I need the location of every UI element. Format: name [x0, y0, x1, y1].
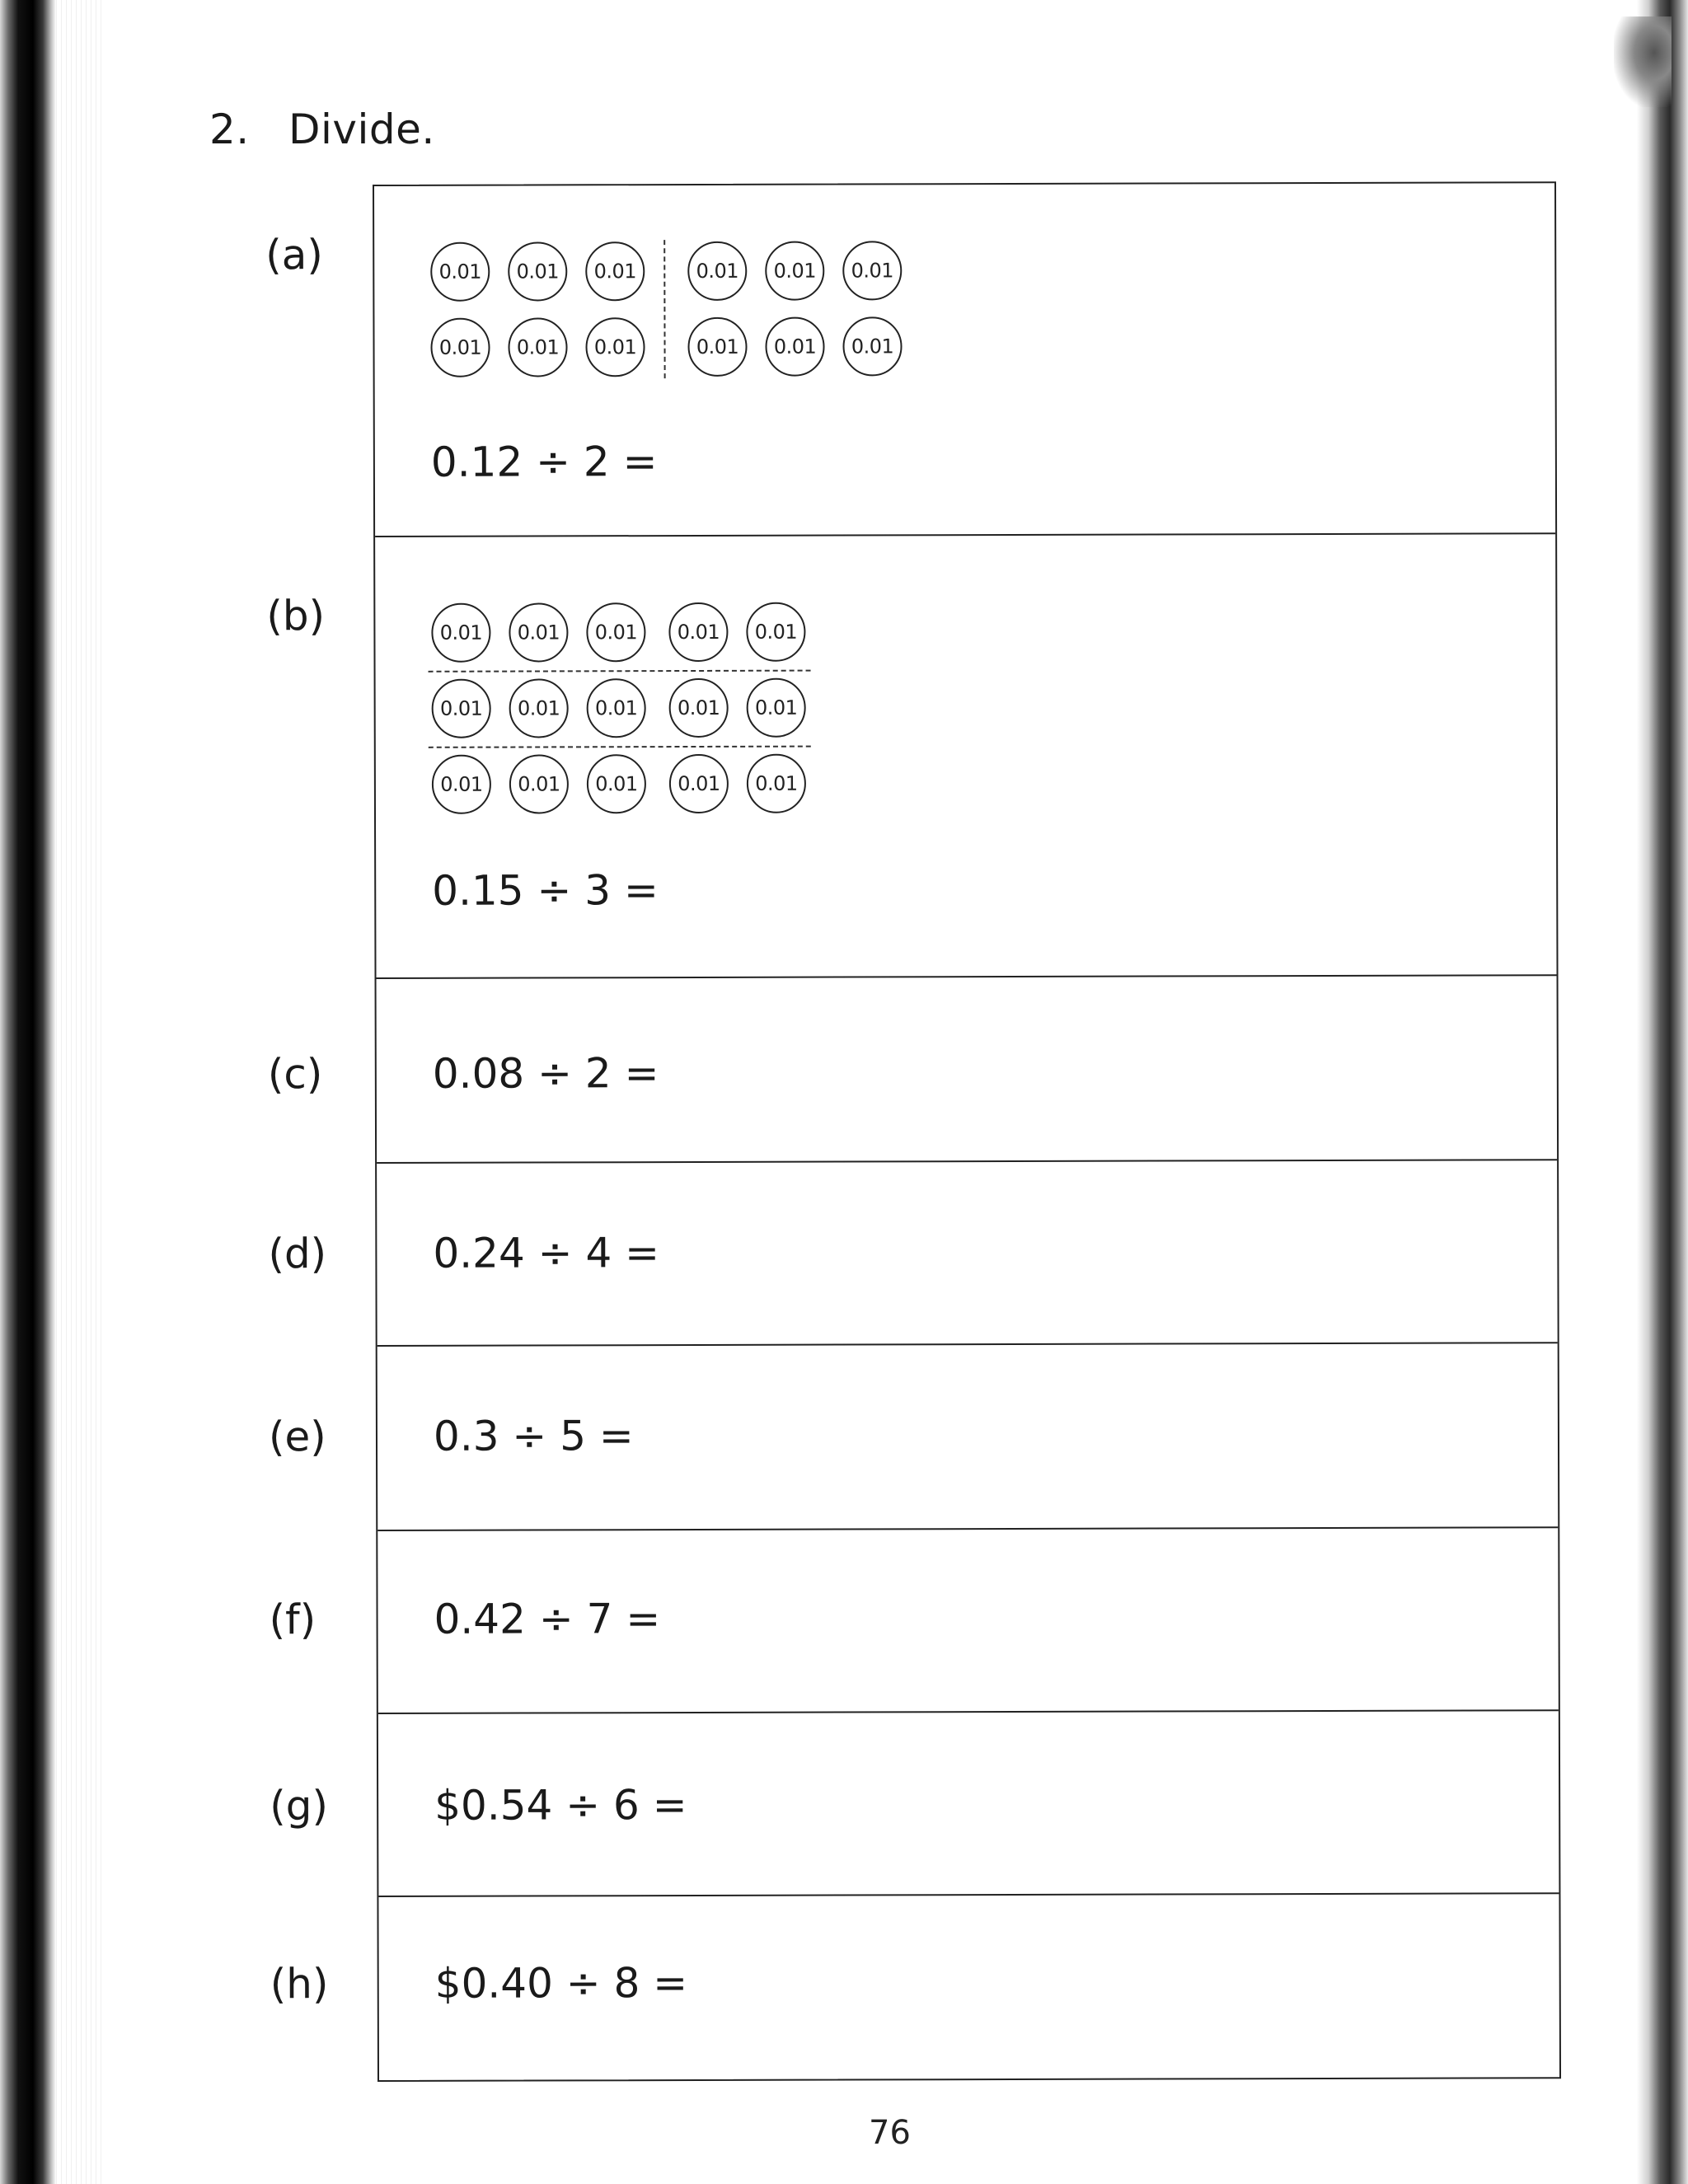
- coin-icon: 0.01: [430, 242, 490, 302]
- coin-icon: 0.01: [508, 317, 567, 377]
- coin-icon: 0.01: [587, 754, 646, 813]
- problem-label-d: (d): [268, 1230, 327, 1278]
- question-instruction: Divide.: [288, 105, 435, 153]
- scan-left-edge: [0, 0, 56, 2184]
- coin-icon: 0.01: [765, 317, 824, 377]
- coin-icon: 0.01: [586, 602, 645, 662]
- problem-expression-c: 0.08 ÷ 2 =: [432, 1049, 659, 1098]
- problem-label-g: (g): [270, 1782, 328, 1830]
- problem-expression-a: 0.12 ÷ 2 =: [430, 438, 658, 486]
- coin-icon: 0.01: [432, 755, 491, 814]
- problem-row-d: [268, 1160, 1558, 1347]
- problem-expression-f: 0.42 ÷ 7 =: [434, 1595, 661, 1643]
- problem-expression-b: 0.15 ÷ 3 =: [432, 866, 659, 915]
- problem-expression-h: $0.40 ÷ 8 =: [434, 1959, 688, 2008]
- coin-icon: 0.01: [509, 754, 569, 813]
- coin-icon: 0.01: [508, 241, 567, 301]
- problem-label-c: (c): [267, 1050, 323, 1099]
- problem-row-b: [266, 534, 1556, 979]
- problem-row-g: [270, 1711, 1559, 1897]
- group-divider-horizontal: [429, 670, 811, 673]
- coin-icon: 0.01: [587, 678, 646, 738]
- problem-row-c: [267, 976, 1558, 1164]
- problem-row-f: [269, 1528, 1559, 1714]
- coin-icon: 0.01: [585, 317, 645, 377]
- question-heading: [209, 105, 435, 153]
- coin-icon: 0.01: [669, 754, 729, 813]
- coin-icon: 0.01: [432, 679, 491, 738]
- problem-expression-g: $0.54 ÷ 6 =: [434, 1781, 687, 1830]
- problem-row-e: [268, 1343, 1559, 1531]
- coin-icon: 0.01: [747, 754, 806, 813]
- coin-icon: 0.01: [747, 678, 806, 738]
- scan-right-edge: [1637, 0, 1688, 2184]
- problem-expression-d: 0.24 ÷ 4 =: [433, 1229, 660, 1277]
- scan-corner-shadow: [1614, 16, 1672, 107]
- coin-icon: 0.01: [842, 316, 902, 376]
- problem-label-b: (b): [266, 592, 326, 640]
- coin-icon: 0.01: [687, 317, 747, 377]
- problems-table: [265, 181, 1561, 2082]
- problem-label-a: (a): [265, 231, 323, 279]
- problem-label-e: (e): [268, 1413, 326, 1461]
- question-number: 2.: [209, 105, 250, 153]
- problem-label-h: (h): [270, 1960, 329, 2008]
- coin-icon: 0.01: [509, 602, 568, 662]
- problem-row-a: [265, 183, 1555, 537]
- coin-icon: 0.01: [687, 241, 747, 301]
- problem-expression-e: 0.3 ÷ 5 =: [433, 1412, 634, 1460]
- scan-left-shadow: [56, 0, 106, 2184]
- coin-icon: 0.01: [842, 241, 902, 300]
- coin-icon: 0.01: [765, 241, 824, 301]
- coin-diagram-a: [374, 183, 1554, 359]
- coin-icon: 0.01: [669, 678, 729, 738]
- page-number: 76: [869, 2114, 911, 2152]
- coin-icon: 0.01: [585, 241, 645, 301]
- coin-icon: 0.01: [668, 602, 728, 662]
- coin-icon: 0.01: [746, 602, 805, 662]
- coin-icon: 0.01: [431, 603, 490, 663]
- coin-icon: 0.01: [509, 678, 569, 738]
- problem-label-f: (f): [269, 1596, 316, 1644]
- group-divider-vertical: [663, 240, 665, 378]
- problem-row-h: [270, 1894, 1559, 2080]
- group-divider-horizontal: [429, 746, 811, 748]
- coin-icon: 0.01: [430, 318, 490, 377]
